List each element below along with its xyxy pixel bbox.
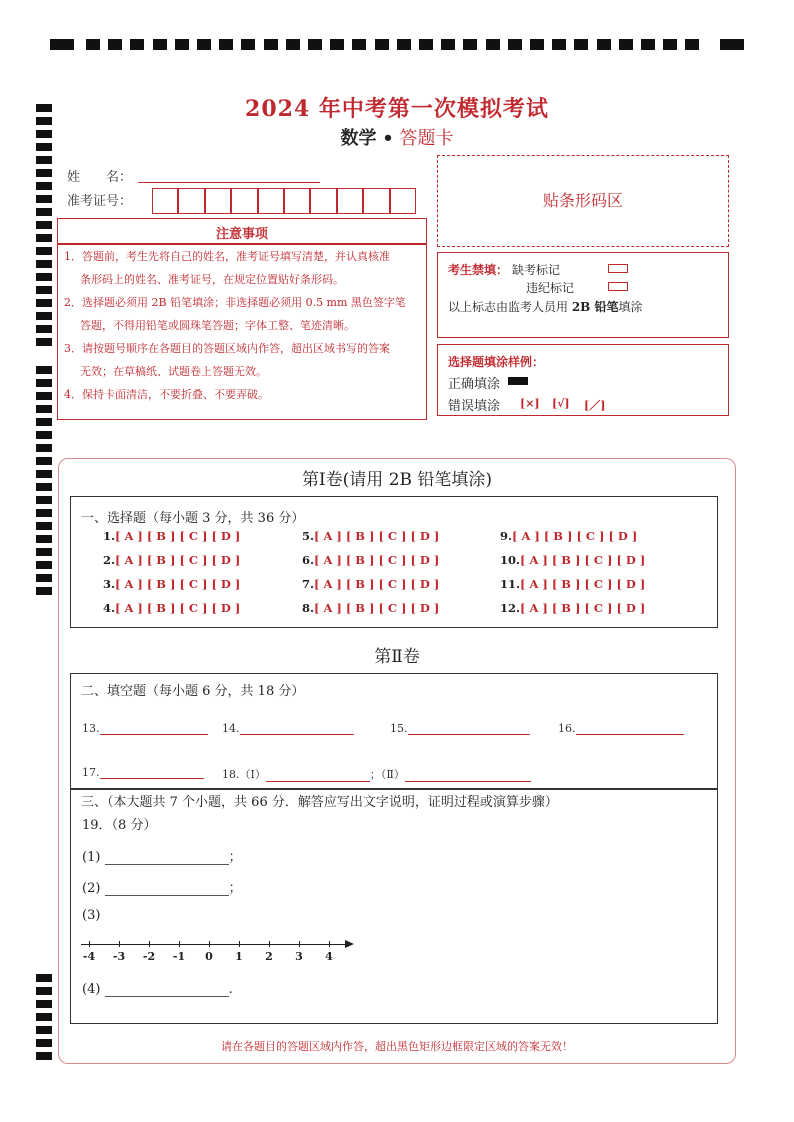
forbidden-label: 考生禁填： — [448, 263, 509, 277]
q19-sub2-line[interactable] — [105, 883, 229, 896]
name-field[interactable] — [138, 168, 320, 183]
fill-q17-line[interactable] — [100, 766, 204, 779]
timing-mark — [50, 39, 74, 50]
fill-section-heading: 二、填空题（每小题 6 分，共 18 分） — [81, 684, 305, 699]
number-line — [81, 940, 357, 970]
timing-mark — [397, 39, 411, 50]
fill-q14-label: 14. — [222, 722, 240, 735]
q19-sub2 — [82, 877, 242, 896]
question-number: 2. — [103, 553, 116, 567]
number-line-label: 3 — [295, 950, 303, 963]
part1-title: 第Ⅰ卷(请用 2B 铅笔填涂) — [301, 470, 493, 490]
timing-mark — [36, 1013, 52, 1021]
number-line-label: -4 — [82, 950, 96, 963]
question-number: 4. — [103, 601, 116, 615]
fill-q15-label: 15. — [390, 722, 408, 735]
timing-mark — [441, 39, 455, 50]
forbidden-note-suffix: 填涂 — [618, 300, 643, 314]
answer-options[interactable]: [ A ] [ B ] [ C ] [ D ] — [520, 601, 646, 615]
timing-mark — [36, 379, 52, 387]
q19-sub4-period: . — [228, 982, 233, 997]
notice-item: 无效；在草稿纸、试题卷上答题无效。 — [80, 365, 267, 378]
timing-mark — [530, 39, 544, 50]
number-line-label: 0 — [205, 950, 213, 963]
choice-question — [103, 601, 240, 615]
fill-q18-line1[interactable] — [266, 769, 370, 782]
timing-mark — [330, 39, 344, 50]
wrong-fill-label: 错误填涂 — [448, 399, 501, 414]
number-line-tick — [329, 941, 330, 947]
sample-heading: 选择题填涂样例： — [448, 355, 545, 369]
answer-options[interactable]: [ A ] [ B ] [ C ] [ D ] — [115, 577, 241, 591]
question-number: 3. — [103, 577, 116, 591]
number-line-tick — [299, 941, 300, 947]
q19-sub2-label: (2) — [82, 881, 101, 896]
timing-mark — [663, 39, 677, 50]
answer-section-box — [70, 789, 718, 1024]
absent-label: 缺考标记 — [512, 263, 561, 277]
timing-mark — [36, 182, 52, 190]
question-number: 10. — [500, 553, 521, 567]
timing-mark — [36, 234, 52, 242]
timing-mark — [36, 338, 52, 346]
violation-mark-box[interactable] — [608, 282, 628, 291]
subject-name: 数学 — [340, 128, 377, 149]
wrong-mark-check: [√] — [552, 397, 570, 410]
fill-q18-label1: 18.（Ⅰ） — [222, 768, 266, 781]
exam-id-digit-box[interactable] — [178, 188, 204, 214]
fill-q18 — [222, 766, 531, 782]
fill-q16-line[interactable] — [576, 722, 684, 735]
timing-mark — [197, 39, 211, 50]
barcode-label: 贴条形码区 — [542, 191, 623, 210]
wrong-mark-slash: [／] — [584, 399, 606, 412]
exam-subtitle — [0, 124, 794, 150]
timing-mark — [36, 418, 52, 426]
notice-header-box — [57, 218, 427, 244]
fill-q14-line[interactable] — [240, 722, 354, 735]
timing-mark — [219, 39, 233, 50]
timing-mark — [36, 1000, 52, 1008]
timing-mark — [36, 299, 52, 307]
notice-heading: 注意事项 — [215, 227, 268, 242]
answer-options[interactable]: [ A ] [ B ] [ C ] [ D ] — [314, 577, 440, 591]
number-line-tick — [119, 941, 120, 947]
fill-q16-label: 16. — [558, 722, 576, 735]
fill-q13 — [82, 722, 208, 735]
choice-question — [103, 529, 240, 543]
timing-mark — [619, 39, 633, 50]
question-number: 7. — [302, 577, 315, 591]
timing-mark — [419, 39, 433, 50]
exam-id-digit-box[interactable] — [337, 188, 363, 214]
fill-q13-line[interactable] — [100, 722, 208, 735]
correct-fill-label: 正确填涂 — [448, 377, 501, 392]
timing-mark — [36, 312, 52, 320]
number-line-arrow — [345, 940, 354, 948]
timing-mark — [36, 169, 52, 177]
timing-mark — [36, 221, 52, 229]
timing-mark — [175, 39, 189, 50]
timing-mark — [36, 522, 52, 530]
choice-question — [103, 553, 240, 567]
timing-mark — [36, 286, 52, 294]
answer-options[interactable]: [ A ] [ B ] [ C ] [ D ] — [115, 553, 241, 567]
timing-mark — [36, 325, 52, 333]
question-number: 1. — [103, 529, 116, 543]
exam-id-digit-box[interactable] — [231, 188, 257, 214]
choice-question — [302, 529, 439, 543]
timing-mark — [130, 39, 144, 50]
answer-card-label: 答题卡 — [399, 128, 454, 149]
timing-mark — [153, 39, 167, 50]
choice-question — [302, 553, 439, 567]
choice-section-heading: 一、选择题（每小题 3 分，共 36 分） — [81, 511, 305, 526]
timing-mark — [36, 587, 52, 595]
number-line-label: 2 — [265, 950, 273, 963]
exam-id-digit-box[interactable] — [390, 188, 416, 214]
exam-id-boxes[interactable] — [152, 188, 416, 214]
question-number: 12. — [500, 601, 521, 615]
choice-question — [302, 601, 439, 615]
barcode-area[interactable] — [437, 155, 729, 247]
notice-item: 答题，不得用铅笔或圆珠笔答题；字体工整、笔迹清晰。 — [80, 319, 355, 332]
timing-mark — [486, 39, 500, 50]
number-line-label: 4 — [325, 950, 333, 963]
question-number: 8. — [302, 601, 315, 615]
timing-mark — [286, 39, 300, 50]
choice-question — [500, 601, 645, 615]
q19-sub4-label: (4) — [82, 982, 101, 997]
timing-mark — [574, 39, 588, 50]
forbidden-note-bold: 2B 铅笔 — [571, 300, 619, 314]
number-line-label: -2 — [142, 950, 156, 963]
timing-mark — [36, 195, 52, 203]
exam-id-digit-box[interactable] — [258, 188, 284, 214]
forbidden-box — [437, 252, 729, 338]
choice-question — [500, 577, 645, 591]
choice-question — [500, 553, 645, 567]
number-line-label: -3 — [112, 950, 126, 963]
timing-mark — [36, 457, 52, 465]
number-line-label: -1 — [172, 950, 186, 963]
timing-mark — [720, 39, 744, 50]
timing-mark — [36, 273, 52, 281]
number-line-tick — [179, 941, 180, 947]
timing-mark — [552, 39, 566, 50]
q19-sub4-line[interactable] — [105, 984, 229, 997]
number-line-label: 1 — [235, 950, 243, 963]
absent-mark-box[interactable] — [608, 264, 628, 273]
timing-mark — [352, 39, 366, 50]
timing-mark — [86, 39, 100, 50]
timing-mark — [108, 39, 122, 50]
notice-item: 3．请按题号顺序在各题目的答题区域内作答，超出区域书写的答案 — [64, 342, 390, 355]
timing-mark — [36, 208, 52, 216]
question-number: 9. — [500, 529, 513, 543]
answer-options[interactable]: [ A ] [ B ] [ C ] [ D ] — [520, 577, 646, 591]
timing-mark — [36, 260, 52, 268]
q19-heading: 19．（8 分） — [82, 818, 157, 833]
fill-q18-label2: ；（Ⅱ） — [369, 768, 405, 781]
id-label: 准考证号： — [67, 194, 133, 209]
answer-options[interactable]: [ A ] [ B ] [ C ] [ D ] — [520, 553, 646, 567]
number-line-tick — [149, 941, 150, 947]
notice-item: 2．选择题必须用 2B 铅笔填涂；非选择题必须用 0.5 mm 黑色签字笔 — [64, 296, 406, 309]
q19-sub1-line[interactable] — [105, 852, 229, 865]
answer-options[interactable]: [ A ] [ B ] [ C ] [ D ] — [314, 601, 440, 615]
timing-mark — [463, 39, 477, 50]
timing-mark — [36, 987, 52, 995]
fill-q16 — [558, 722, 684, 735]
timing-mark — [36, 444, 52, 452]
exam-id-digit-box[interactable] — [284, 188, 310, 214]
fill-q15-line[interactable] — [408, 722, 530, 735]
notice-item: 1．答题前，考生先将自己的姓名，准考证号填写清楚，并认真核准 — [64, 250, 390, 263]
fill-q14 — [222, 722, 354, 735]
fill-q13-label: 13. — [82, 722, 100, 735]
exam-id-digit-box[interactable] — [363, 188, 389, 214]
timing-mark — [36, 535, 52, 543]
footer-warning: 请在各题目的答题区域内作答，超出黑色矩形边框限定区域的答案无效！ — [221, 1040, 573, 1053]
question-number: 11. — [500, 577, 521, 591]
exam-id-digit-box[interactable] — [152, 188, 178, 214]
notice-box — [57, 244, 427, 420]
timing-mark — [375, 39, 389, 50]
fill-q17 — [82, 766, 204, 779]
answer-section-heading: 三、（本大题共 7 个小题，共 66 分．解答应写出文字说明，证明过程或演算步骤） — [81, 795, 558, 810]
number-line-tick — [269, 941, 270, 947]
fill-section-box — [70, 673, 718, 789]
timing-mark — [308, 39, 322, 50]
correct-fill-sample — [508, 377, 528, 385]
q19-sub1-label: (1) — [82, 850, 101, 865]
timing-mark — [36, 974, 52, 982]
timing-mark — [36, 392, 52, 400]
timing-mark — [36, 496, 52, 504]
timing-mark — [36, 574, 52, 582]
violation-label: 违纪标记 — [526, 281, 575, 295]
choice-question — [103, 577, 240, 591]
number-line-tick — [239, 941, 240, 947]
timing-mark — [36, 156, 52, 164]
answer-options[interactable]: [ A ] [ B ] [ C ] [ D ] — [115, 529, 241, 543]
question-number: 6. — [302, 553, 315, 567]
timing-mark — [36, 548, 52, 556]
notice-item: 4．保持卡面清洁，不要折叠、不要弄破。 — [64, 388, 269, 401]
timing-mark — [36, 405, 52, 413]
fill-q17-label: 17. — [82, 766, 100, 779]
exam-title: 2024 年中考第一次模拟考试 — [245, 96, 549, 122]
name-label: 姓 名： — [67, 170, 133, 185]
timing-mark — [36, 431, 52, 439]
part2-title: 第Ⅱ卷 — [374, 647, 420, 667]
timing-mark — [36, 1026, 52, 1034]
timing-mark — [36, 509, 52, 517]
wrong-mark-x: [×] — [520, 397, 540, 410]
choice-section-box — [70, 496, 718, 628]
answer-options[interactable]: [ A ] [ B ] [ C ] [ D ] — [314, 553, 440, 567]
timing-mark — [641, 39, 655, 50]
question-number: 5. — [302, 529, 315, 543]
subtitle-dot: • — [382, 128, 394, 149]
timing-mark — [36, 247, 52, 255]
timing-mark — [36, 366, 52, 374]
q19-sub3-label: (3) — [82, 908, 101, 923]
sample-box — [437, 344, 729, 416]
answer-options[interactable]: [ A ] [ B ] [ C ] [ D ] — [314, 529, 440, 543]
fill-q18-line2[interactable] — [405, 769, 531, 782]
exam-id-digit-box[interactable] — [310, 188, 336, 214]
number-line-tick — [209, 941, 210, 947]
timing-mark — [508, 39, 522, 50]
timing-mark — [264, 39, 278, 50]
q19-sub1 — [82, 846, 242, 865]
q19-sub2-semicolon: ； — [228, 881, 242, 896]
timing-mark — [241, 39, 255, 50]
choice-question — [500, 529, 637, 543]
notice-item: 条形码上的姓名、准考证号，在规定位置贴好条形码。 — [80, 273, 344, 286]
q19-sub4 — [82, 982, 233, 997]
number-line-axis — [81, 944, 347, 945]
choice-question — [302, 577, 439, 591]
forbidden-note-prefix: 以上标志由监考人员用 — [448, 300, 572, 314]
forbidden-note — [448, 298, 643, 315]
fill-q15 — [390, 722, 530, 735]
answer-options[interactable]: [ A ] [ B ] [ C ] [ D ] — [115, 601, 241, 615]
number-line-tick — [89, 941, 90, 947]
timing-mark — [597, 39, 611, 50]
q19-sub1-semicolon: ； — [228, 850, 242, 865]
timing-mark — [36, 561, 52, 569]
answer-options[interactable]: [ A ] [ B ] [ C ] [ D ] — [512, 529, 638, 543]
timing-mark — [685, 39, 699, 50]
exam-id-digit-box[interactable] — [205, 188, 231, 214]
